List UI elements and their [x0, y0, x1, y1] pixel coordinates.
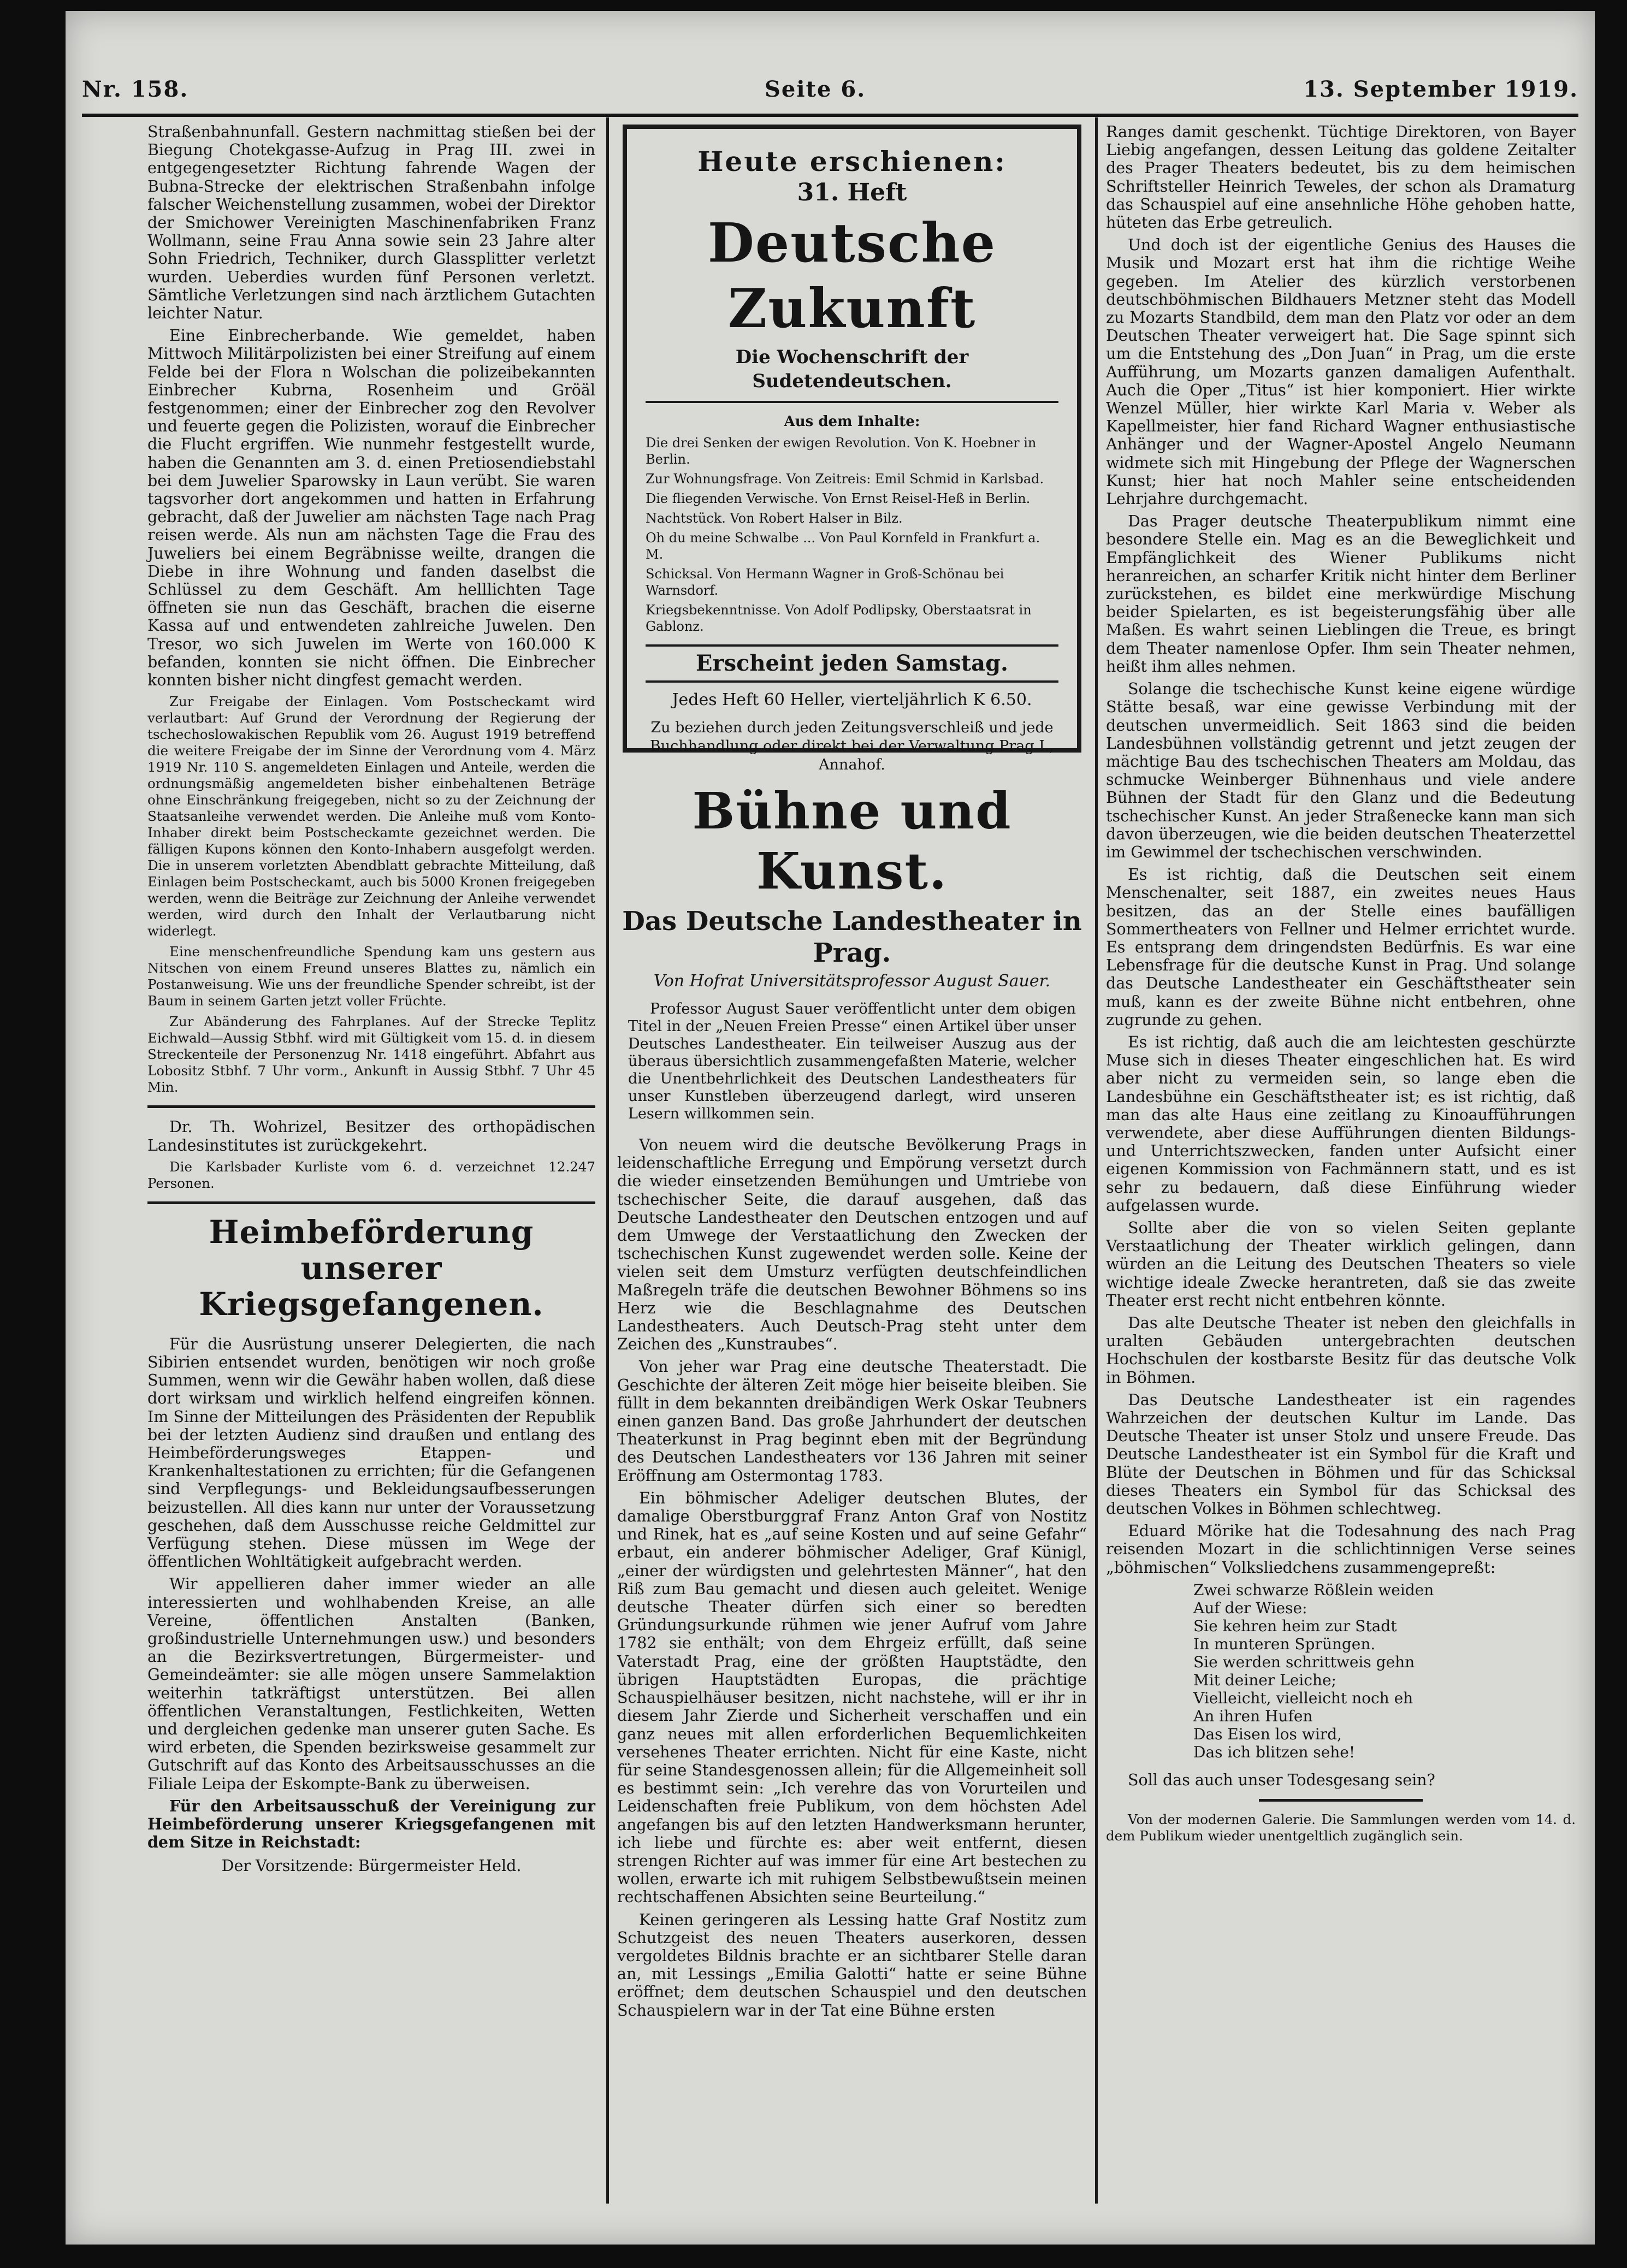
ad-frequency: Erscheint jeden Samstag.	[646, 644, 1058, 683]
poem-line: Mit deiner Leiche;	[1193, 1671, 1336, 1689]
ad-title: Deutsche Zukunft	[707, 212, 997, 340]
theater-paragraph-1: Von neuem wird die deutsche Bevölkerung Prags in leidenschaftliche Erregung und Empörung versetzt durch die wieder einsetzenden Bemühungen und Umtriebe von tschechischer Seite, die darauf ausgehen, daß das Deutsche Landestheater den Deutschen entzogen und auf dem Umwege der Verstaatlichung den Zwecken der tschechischen Kunst zugewendet werden solle. Keine der vielen seit dem Umsturz verfügten deutschfeindlichen Maßregeln träfe die deutschen Bewohner Böhmens so ins Herz wie die Beschlagnahme des Deutschen Landestheaters. Auch Deutsch-Prag steht unter dem Zeichen des „Kunstraubes“.	[617, 1136, 1087, 1354]
news-tram-accident: Straßenbahnunfall. Gestern nachmittag stießen bei der Biegung Chotekgasse-Aufzug in Prag III. zwei in entgegengesetzter Richtung fahrende Wagen der Bubna-Strecke der elektrischen Straßenbahn infolge falscher Weichenstellung zusammen, wobei der Direktor der Smichower Vereinigten Maschinenfabriken Franz Wollmann, seine Frau Anna sowie sein 23 Jahre alter Sohn Friedrich, Techniker, durch Glassplitter verletzt wurden. Ueberdies wurden fünf Personen verletzt. Sämtliche Verletzungen sind nach ärztlichem Gutachten leichter Natur.	[147, 123, 595, 323]
ad-contents-item: Nachtstück. Von Robert Halser in Bilz.	[646, 511, 903, 526]
ad-subtitle: Die Wochenschrift der Sudetendeutschen.	[646, 345, 1058, 403]
pow-paragraph-2: Wir appellieren daher immer wieder an alle interessierten und wohlhabenden Kreise, an alle Vereine, öffentlichen Anstalten (Banken, großindustrielle Unternehmungen usw.) und besonders an die Bezirksvertretungen, Bürgermeister- und Gemeindeämter: sie alle mögen unsere Sammelaktion weiterhin tatkräftigst unterstützen. Bei allen öffentlichen Veranstaltungen, Festlichkeiten, Wetten und dergleichen gedenke man unserer guten Sache. Es wird erbeten, die Spenden bezirksweise gesammelt zur Gutschrift auf das Konto des Arbeitsausschusses an die Filiale Leipa der Eskompte-Bank zu überweisen.	[147, 1575, 595, 1793]
article-lead-text: Professor August Sauer veröffentlicht unter dem obigen Titel in der „Neuen Freien Presse“ einen Artikel über unser Deutsches Landestheater. Ein teilweiser Auszug aus der überaus übersichtlich zusammengefaßten Materie, welcher die Unentbehrlichkeit des Deutschen Landestheaters für unser Kunstleben überzeugend darlegt, wird unseren Lesern willkommen sein.	[628, 1000, 1076, 1122]
news-kurliste: Die Karlsbader Kurliste vom 6. d. verzeichnet 12.247 Personen.	[147, 1158, 595, 1191]
theater-paragraph-5: Ranges damit geschenkt. Tüchtige Direktoren, von Bayer Liebig angefangen, dessen Leitung das goldene Zeitalter des Prager Theaters bedeutet, bis zu dem heimischen Schriftsteller Heinrich Teweles, der schon als Dramaturg das Schauspiel auf eine ansehnliche Höhe gehoben hatte, hüteten das Erbe getreulich.	[1106, 123, 1576, 232]
poem-line: Zwei schwarze Rößlein weiden	[1193, 1580, 1434, 1599]
theater-paragraph-13: Das Deutsche Landestheater ist ein ragendes Wahrzeichen der deutschen Kultur im Lande. Das Deutsche Theater ist unser Stolz und unsere Freude. Das Deutsche Landestheater ist ein Symbol für die Kraft und Blüte der Deutschen in Böhmen und für das Schicksal dieses Theaters ein Symbol für das Schicksal des deutschen Volkes in Böhmen schlechtweg.	[1106, 1390, 1576, 1518]
poem-line: An ihren Hufen	[1193, 1707, 1313, 1725]
theater-paragraph-6: Und doch ist der eigentliche Genius des Hauses die Musik und Mozart erst hat ihm die richtige Weihe gegeben. Im Atelier des kürzlich verstorbenen deutschböhmischen Bildhauers Metzner steht das Modell zu Mozarts Standbild, dem man den Platz vor oder an dem Deutschen Theater verweigert hat. Die Sage spinnt sich um die Entstehung des „Don Juan“ in Prag, um die erste Aufführung, um Mozarts ganzen damaligen Aufenthalt. Auch die Oper „Titus“ ist hier komponiert. Hier wirkte Wenzel Müller, hier wirkte Karl Maria v. Weber als Kapellmeister, hier fand Richard Wagner enthusiastische Anhänger und der Wagner-Apostel Angelo Neumann widmete sich mit Hingebung der Pflege der Wagnerschen Kunst; hier hat noch Mahler seine entscheidenden Lehrjahre durchgemacht.	[1106, 236, 1576, 508]
page-header	[82, 76, 1578, 109]
column-middle	[617, 781, 1087, 2024]
section-title: Bühne und Kunst.	[692, 781, 1012, 901]
column-rule-right	[1095, 117, 1098, 2204]
news-burglars: Eine Einbrecherbande. Wie gemeldet, haben Mittwoch Militärpolizisten bei einer Streifung auf einem Felde bei der Flora n Wolschan die polizeibekannten Einbrecher Kubrna, Rosenheim und Gröäl festgenommen; einer der Einbrecher zog den Revolver und feuerte gegen die Polizisten, worauf die Einbrecher die Flucht ergriffen. Wie nunmehr festgestellt wurde, haben die Genannten am 3. d. einen Pretiosendiebstahl bei dem Juwelier Sparowsky in Laun verübt. Sie waren tagsvorher dort angekommen und hatten in Erfahrung gebracht, daß der Juwelier am nächsten Tage nach Prag reisen werde. Als nun am nächsten Tage die Frau des Juweliers bei einem Begräbnisse weilte, drangen die Diebe in ihre Wohnung und fanden daselbst die Schlüssel zu dem Geschäft. Am helllichten Tage öffneten sie nun das Geschäft, brachen die eiserne Kassa auf und entwendeten zahlreiche Juwelen. Den Tresor, wo sich Juwelen im Werte von 160.000 K befanden, konnten sie nicht öffnen. Die Einbrecher konnten bisher nicht dingfest gemacht werden.	[147, 327, 595, 690]
article-byline: Von Hofrat Universitätsprofessor August Sauer.	[653, 972, 1051, 991]
column-rule-left	[606, 117, 609, 2204]
article-title-theater: Das Deutsche Landestheater in Prag.	[622, 906, 1082, 968]
theater-paragraph-14: Eduard Mörike hat die Todesahnung des nach Prag reisenden Mozart in die schlichtinnigen Verse seines „böhmischen“ Volksliedchens zusammengepreßt:	[1106, 1522, 1576, 1577]
page-number: Seite 6.	[765, 76, 866, 102]
pow-committee: Für den Arbeitsausschuß der Vereinigung zur Heimbeförderung unserer Kriegsgefangenen mit dem Sitze in Reichstadt:	[147, 1796, 595, 1852]
theater-paragraph-7: Das Prager deutsche Theaterpublikum nimmt eine besondere Stelle ein. Mag es an die Beweglichkeit und Empfänglichkeit des Wiener Publikums nicht heranreichen, an scharfer Kritik nicht hinter dem Berliner zurückstehen, es bildet eine merkwürdige Mischung beider Spielarten, es ist begeisterungsfähig über alle Maßen. Es wahrt seinen Lieblingen die Treue, es bringt dem Theater namenlose Opfer. Ihm sein Theater nehmen, heißt ihm alles nehmen.	[1106, 512, 1576, 676]
ad-price: Jedes Heft 60 Heller, vierteljährlich K 6.50.	[672, 690, 1032, 709]
news-deposits: Zur Freigabe der Einlagen. Vom Postscheckamt wird verlautbart: Auf Grund der Verordnung der Regierung der tschechoslowakischen Republik vom 26. August 1919 betreffend die weitere Freigabe der im Sinne der Verordnung vom 4. März 1919 Nr. 110 S. angemeldeten Einlagen und Anteile, werden die ordnungsmäßig angemeldeten bisher einbehaltenen Beträge ohne Einschränkung freigegeben, nicht so zu der Zeichnung der Staatsanleihe verwendet werden. Die Anleihe muß vom Konto-Inhaber direkt beim Postscheckamte gezeichnet werden. Die fälligen Kupons können den Konto-Inhabern ausgefolgt werden. Die in unserem vorletzten Abendblatt gebrachte Mitteilung, daß Einlagen beim Postscheckamt, auch bis 5000 Kronen freigegeben werden, wenn die Beiträge zur Zeichnung der Anleihe verwendet werden, wird durch den Inhalt der Verlautbarung nicht widerlegt.	[147, 694, 595, 939]
poem-line: Das Eisen los wird,	[1193, 1725, 1342, 1743]
article-title-pow: Heimbeförderung unserer Kriegsgefangenen.	[199, 1213, 544, 1323]
ad-heading: Heute erschienen:	[697, 145, 1007, 177]
column-right	[1106, 123, 1576, 1849]
theater-paragraph-4: Keinen geringeren als Lessing hatte Graf Nostitz zum Schutzgeist des neuen Theaters auserkoren, dessen vergoldetes Bildnis brachte er an sichtbarer Stelle daran an, mit Lessings „Emilia Galotti“ hatte er seine Bühne eröffnet; dem deutschen Schauspiel und den deutschen Schauspielern war in der Tat eine Bühne ersten	[617, 1910, 1087, 2020]
column-left	[147, 123, 595, 1880]
issue-number: Nr. 158.	[82, 76, 189, 102]
ad-contents-item: Die drei Senken der ewigen Revolution. Von K. Hoebner in Berlin.	[646, 435, 1037, 467]
poem-line: Das ich blitzen sehe!	[1193, 1743, 1356, 1761]
divider	[1259, 1799, 1423, 1802]
theater-paragraph-8: Solange die tschechische Kunst keine eigene würdige Stätte besaß, war eine gewisse Verbindung mit der deutschen unvermeidlich. Seit 1863 sind die beiden Landesbühnen vollständig getrennt und jetzt zeugen der mächtige Bau des tschechischen Theaters am Moldau, das schmucke Weinberger Bühnenhaus und viele andere Bühnen der Stadt für den Glanz und die Bedeutung tschechischer Kunst. An jeder Straßenecke kann man sich davon überzeugen, wie die beiden deutschen Theaterzettel im Gewimmel der tschechischen verschwinden.	[1106, 680, 1576, 861]
advertisement-deutsche-zukunft	[623, 125, 1081, 773]
ad-contents-heading: Aus dem Inhalte:	[784, 413, 920, 430]
theater-paragraph-3: Ein böhmischer Adeliger deutschen Blutes, der damalige Oberstburggraf Franz Anton Graf von Nostitz und Rinek, hat es „auf seine Kosten und auf seine Gefahr“ erbaut, ein anderer böhmischer Adeliger, Graf Künigl, „einer der würdigsten und gelehrtesten Männer“, hat den Riß zum Bau gemacht und diesen auch geleitet. Wenige deutsche Theater dürfen sich einer so beredten Gründungsurkunde rühmen wie jener Aufruf vom Jahre 1782 sie enthält; von dem Ehrgeiz erfüllt, daß seine Vaterstadt Prag, eine der größten Hauptstädte, den übrigen Hauptstädten Europas, die prächtige Schauspielhäuser besitzen, nicht nachstehe, will er ihr in diesem Jahr Zierde und Sicherheit verschaffen und ein ganz neues mit allen erforderlichen Bequemlichkeiten versehenes Theater errichten. Nicht für eine Kaste, nicht für seine Standesgenossen allein; für die Allgemeinheit soll es bestimmt sein: „Ich verehre das von Vorurteilen und Leidenschaften freie Publikum, von dem höchsten Adel angefangen bis auf den letzten Handwerksmann herunter, ich liebe und fürchte es: aber weit entfernt, diesen strengen Richter auf was immer für eine Art bestechen zu wollen, erwarte ich mit ruhigem Selbstbewußtsein meinen rechtschaffenen Absichten seine Beurteilung.“	[617, 1489, 1087, 1906]
poem-line: Sie werden schrittweis gehn	[1193, 1653, 1415, 1671]
ad-ordering-info: Zu beziehen durch jeden Zeitungsverschleiß und jede Buchhandlung oder direkt bei der Verwaltung Prag I., Annahof.	[649, 719, 1055, 773]
poem-line: Sie kehren heim zur Stadt	[1193, 1616, 1397, 1635]
ad-contents-item: Kriegsbekenntnisse. Von Adolf Podlipsky, Oberstaatsrat in Gablonz.	[646, 602, 1032, 634]
theater-closing-line: Soll das auch unser Todesgesang sein?	[1128, 1770, 1435, 1789]
theater-paragraph-11: Sollte aber die von so vielen Seiten geplante Verstaatlichung der Theater wirklich gelingen, dann würden an die Leitung des Deutschen Theaters so viele wichtige ideale Zwecke herantreten, daß sie das zweite Theater erst recht nicht entbehren könnte.	[1106, 1218, 1576, 1310]
header-rule	[82, 114, 1578, 117]
ad-contents-item: Oh du meine Schwalbe ... Von Paul Kornfeld in Frankfurt a. M.	[646, 530, 1040, 562]
divider	[147, 1201, 595, 1204]
article-lead	[628, 1000, 1076, 1123]
news-gallery: Von der modernen Galerie. Die Sammlungen werden vom 14. d. dem Publikum wieder unentgeltlich zugänglich sein.	[1106, 1811, 1576, 1844]
ad-contents-item: Schicksal. Von Hermann Wagner in Groß-Schönau bei Warnsdorf.	[646, 566, 1004, 598]
poem	[1193, 1581, 1576, 1761]
news-timetable: Zur Abänderung des Fahrplanes. Auf der Strecke Teplitz Eichwald—Aussig Stbhf. wird mit Gültigkeit vom 15. d. in diesem Streckenteile der Personenzug Nr. 1418 eingeführt. Abfahrt aus Lobositz Stbhf. 7 Uhr vorm., Ankunft in Aussig Stbhf. 7 Uhr 45 Min.	[147, 1014, 595, 1095]
issue-date: 13. September 1919.	[1303, 76, 1578, 102]
ad-contents-item: Die fliegenden Verwische. Von Ernst Reisel-Heß in Berlin.	[646, 491, 1031, 506]
pow-signature: Der Vorsitzende: Bürgermeister Held.	[221, 1857, 522, 1875]
theater-paragraph-9: Es ist richtig, daß die Deutschen seit einem Menschenalter, seit 1887, ein zweites neues Haus besitzen, das an der Stelle eines baufälligen Sommertheaters von Fellner und Helmer errichtet wurde. Es entsprang dem dringendsten Bedürfnis. Es war eine Lebensfrage für die deutsche Kunst in Prag. Und solange das Deutsche Landestheater ein Geschäftstheater sein muß, kann es der zweite Bühne nicht entbehren, ohne zugrunde zu gehen.	[1106, 866, 1576, 1029]
news-donation: Eine menschenfreundliche Spendung kam uns gestern aus Nitschen von einem Freund unseres Blattes zu, nämlich ein Postanweisung. Wie uns der freundliche Spender schreibt, ist der Baum in seinem Garten jetzt voller Früchte.	[147, 944, 595, 1009]
pow-paragraph-1: Für die Ausrüstung unserer Delegierten, die nach Sibirien entsendet wurden, benötigen wir noch große Summen, wenn wir die Gewähr haben wollen, daß diese dort wirksam und wirklich helfend eingreifen können. Im Sinne der Mitteilungen des Präsidenten der Republik bei der letzten Audienz sind draußen und entlang des Heimbeförderungsweges Etappen- und Krankenhaltestationen zu errichten; für die Gefangenen sind Verpflegungs- und Bekleidungsaufbesserungen beizustellen. All dies kann nur unter der Voraussetzung geschehen, daß dem Ausschusse reiche Geldmittel zur Verfügung stehen. Diese müssen im Wege der öffentlichen Wohltätigkeit aufgebracht werden.	[147, 1335, 595, 1571]
theater-paragraph-12: Das alte Deutsche Theater ist neben den gleichfalls in uralten Gebäuden untergebrachten deutschen Hochschulen der kostbarste Besitz für das deutsche Volk in Böhmen.	[1106, 1314, 1576, 1387]
ad-issue: 31. Heft	[797, 179, 907, 206]
news-doctor: Dr. Th. Wohrizel, Besitzer des orthopädischen Landesinstitutes ist zurückgekehrt.	[147, 1118, 595, 1154]
poem-line: In munteren Sprüngen.	[1193, 1635, 1376, 1653]
divider	[147, 1105, 595, 1108]
poem-line: Vielleicht, vielleicht noch eh	[1193, 1689, 1413, 1707]
theater-paragraph-10: Es ist richtig, daß auch die am leichtesten geschürzte Muse sich in dieses Theater eingeschlichen hat. Es wird aber nicht zu vermeiden sein, so lange eben die Landesbühne ein Geschäftstheater ist; es ist richtig, daß man das alte Haus eine zeitlang zu Kinoaufführungen verwendete, aber diese Aufführungen dienten Bildungs- und Unterrichtszwecken, fanden unter Aufsicht einer eigenen Kommission von Fachmännern statt, und es ist sehr zu bedauern, daß diese Einführung wieder aufgelassen wurde.	[1106, 1033, 1576, 1215]
theater-paragraph-2: Von jeher war Prag eine deutsche Theaterstadt. Die Geschichte der älteren Zeit möge hier beiseite bleiben. Sie füllt in dem bekannten dreibändigen Werk Oskar Teubners einen ganzen Band. Das große Jahrhundert der deutschen Theaterkunst in Prag beginnt eben mit der Begründung des Deutschen Landestheaters vor 136 Jahren mit seiner Eröffnung am Ostermontag 1783.	[617, 1358, 1087, 1485]
ad-contents-item: Zur Wohnungsfrage. Von Zeitreis: Emil Schmid in Karlsbad.	[646, 471, 1044, 487]
poem-line: Auf der Wiese:	[1193, 1598, 1307, 1617]
